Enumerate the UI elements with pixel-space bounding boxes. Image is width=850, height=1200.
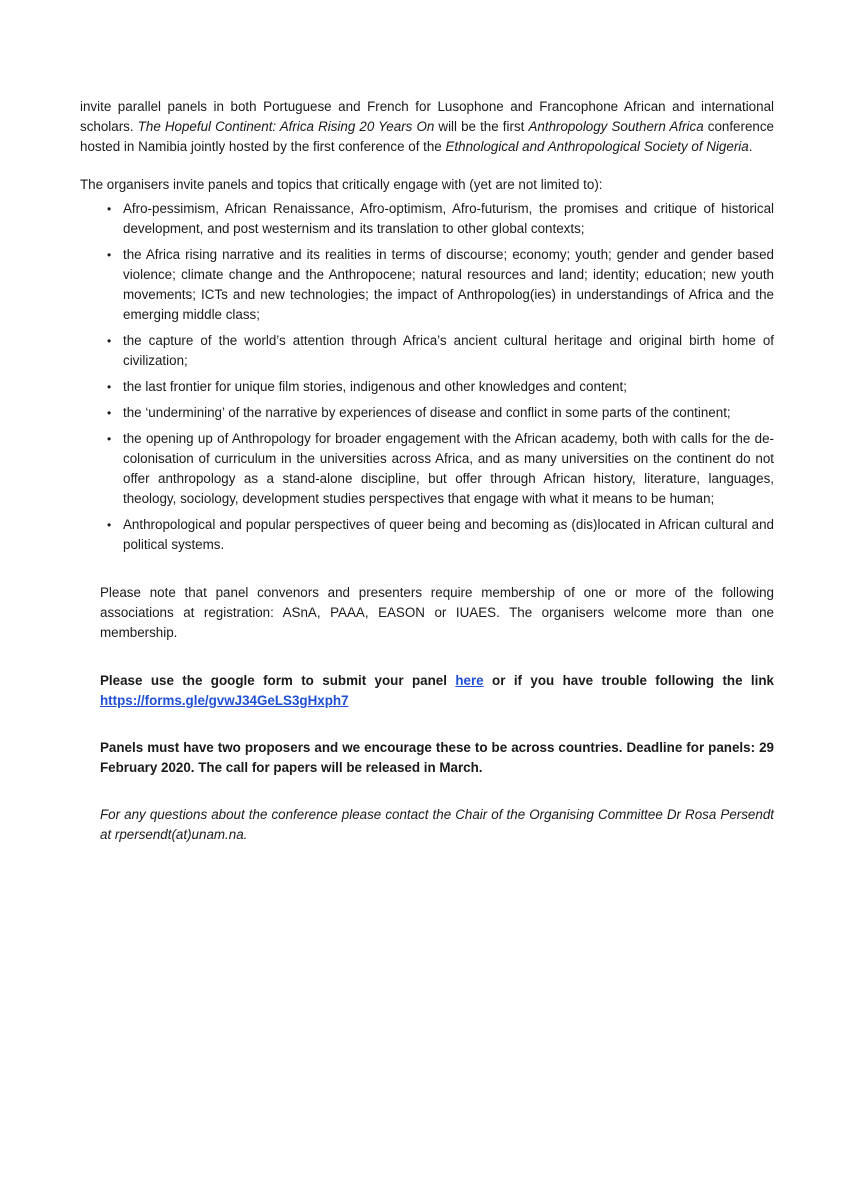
topic-item <box>80 515 774 555</box>
topic-text: the Africa rising narrative and its realities in terms of discourse; economy; youth; gender and gender based violence; climate change and the Anthropocene; natural resources and land; identity; education; new youth movements; ICTs and new technologies; the impact of Anthropolog(ies) in understandings of Africa and the emerging middle class; <box>123 247 774 322</box>
topic-text: Anthropological and popular perspectives of queer being and becoming as (dis)located in African cultural and political systems. <box>123 517 774 552</box>
bullet-icon: • <box>107 334 112 348</box>
bullet-icon: • <box>107 380 112 394</box>
panels-note: Panels must have two proposers and we encourage these to be across countries. Deadline for panels: 29 February 2020. The call for papers will be released in March. <box>100 740 774 775</box>
bullet-icon: • <box>107 406 112 420</box>
notes-block <box>100 583 774 845</box>
google-form-text: or if you have trouble following the link <box>483 673 774 688</box>
bullet-icon: • <box>107 202 112 216</box>
topic-text: Afro-pessimism, African Renaissance, Afro-optimism, Afro-futurism, the promises and critique of historical development, and post westernism and its translation to other global contexts; <box>123 201 774 236</box>
topic-text: the last frontier for unique film stories, indigenous and other knowledges and content; <box>123 379 627 394</box>
intro-text: . <box>748 139 753 154</box>
topic-item <box>80 429 774 509</box>
intro-paragraph <box>80 97 774 157</box>
membership-note: Please note that panel convenors and presenters require membership of one or more of the following associations at registration: ASnA, PAAA, EASON or IUAES. The organisers welcome more than one membership. <box>100 585 774 640</box>
bullet-icon: • <box>107 432 112 446</box>
topics-lead: The organisers invite panels and topics that critically engage with (yet are not limited to): <box>80 177 603 192</box>
intro-text: will be the first <box>434 119 529 134</box>
bullet-icon: • <box>107 518 112 532</box>
intro-text: invite parallel panels in both Portuguese and French for Lusophone and Francophone African and international scholars. <box>80 99 774 134</box>
topic-text: the capture of the world’s attention through Africa’s ancient cultural heritage and original birth home of civilization; <box>123 333 774 368</box>
topic-item <box>80 245 774 325</box>
topic-text: the opening up of Anthropology for broader engagement with the African academy, both with calls for the de-colonisation of curriculum in the universities across Africa, and as many universities on the continent do not offer anthropology as a stand-alone discipline, but offer through African history, literature, languages, theology, sociology, development studies perspectives that engage with what it means to be human; <box>123 431 774 506</box>
bullet-icon: • <box>107 248 112 262</box>
contact-note: For any questions about the conference please contact the Chair of the Organising Committee Dr Rosa Persendt at rpersendt(at)unam.na. <box>100 807 774 842</box>
topic-item <box>80 403 774 423</box>
topic-item <box>80 199 774 239</box>
google-form-paragraph <box>100 671 774 711</box>
document-body <box>80 97 774 845</box>
topic-item <box>80 377 774 397</box>
here-link[interactable]: here <box>455 673 484 688</box>
asa-name: Anthropology Southern Africa <box>528 119 704 134</box>
topic-text: the ‘undermining’ of the narrative by experiences of disease and conflict in some parts of the continent; <box>123 405 731 420</box>
topics-list <box>80 199 774 555</box>
google-form-text: Please use the google form to submit your panel <box>100 673 456 688</box>
conference-title: The Hopeful Continent: Africa Rising 20 Years On <box>137 119 435 134</box>
topic-item <box>80 331 774 371</box>
google-form-url-link[interactable]: https://forms.gle/gvwJ34GeLS3gHxph7 <box>100 693 349 708</box>
intro-text: conference hosted in Namibia jointly hosted by the first conference of the <box>80 119 775 154</box>
society-name: Ethnological and Anthropological Society of Nigeria <box>445 139 749 154</box>
